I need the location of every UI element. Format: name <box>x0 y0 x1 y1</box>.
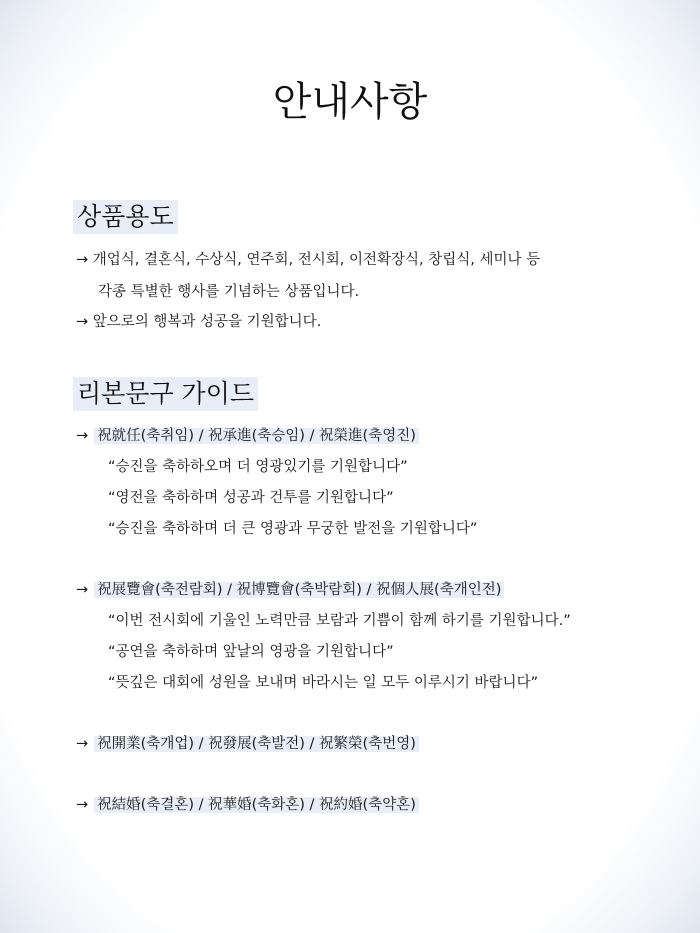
product-use-line-2: 각종 특별한 행사를 기념하는 상품입니다. <box>98 284 360 300</box>
ribbon-group-3 <box>76 734 419 754</box>
ribbon-group-header: 祝展覽會(축전람회) / 祝博覽會(축박람회) / 祝個人展(축개인전) <box>94 582 504 598</box>
ribbon-quote: “이번 전시회에 기울인 노력만큼 보람과 기쁨이 함께 하기를 기원합니다.” <box>108 613 571 629</box>
ribbon-quote: “영전을 축하하며 성공과 건투를 기원합니다” <box>108 490 394 506</box>
ribbon-group-header: 祝結婚(축결혼) / 祝華婚(축화혼) / 祝約婚(축약혼) <box>94 797 419 813</box>
arrow-right-icon: → <box>76 582 89 598</box>
section-heading-product-use: 상품용도 <box>73 200 178 234</box>
section-heading-ribbon-guide: 리본문구 가이드 <box>73 377 258 411</box>
ribbon-group-2 <box>76 580 504 600</box>
ribbon-group-header: 祝開業(축개업) / 祝發展(축발전) / 祝繁榮(축번영) <box>94 736 419 752</box>
ribbon-group-4 <box>76 795 419 815</box>
ribbon-quote: “뜻깊은 대회에 성원을 보내며 바라시는 일 모두 이루시기 바랍니다” <box>108 675 539 691</box>
arrow-right-icon: → <box>76 428 89 444</box>
ribbon-quote: “승진을 축하하며 더 큰 영광과 무궁한 발전을 기원합니다” <box>108 521 478 537</box>
arrow-right-icon: → <box>76 736 89 752</box>
ribbon-group-header: 祝就任(축취임) / 祝承進(축승임) / 祝榮進(축영진) <box>94 428 419 444</box>
ribbon-quote: “승진을 축하하오며 더 영광있기를 기원합니다” <box>108 459 408 475</box>
product-use-line-3: → 앞으로의 행복과 성공을 기원합니다. <box>76 314 322 330</box>
arrow-right-icon: → <box>76 797 89 813</box>
ribbon-group-1 <box>76 426 419 446</box>
page-title: 안내사항 <box>272 79 428 125</box>
ribbon-quote: “공연을 축하하며 앞날의 영광을 기원합니다” <box>108 644 394 660</box>
product-use-line-1: → 개업식, 결혼식, 수상식, 연주회, 전시회, 이전확장식, 창립식, 세미나 등 <box>76 252 541 268</box>
